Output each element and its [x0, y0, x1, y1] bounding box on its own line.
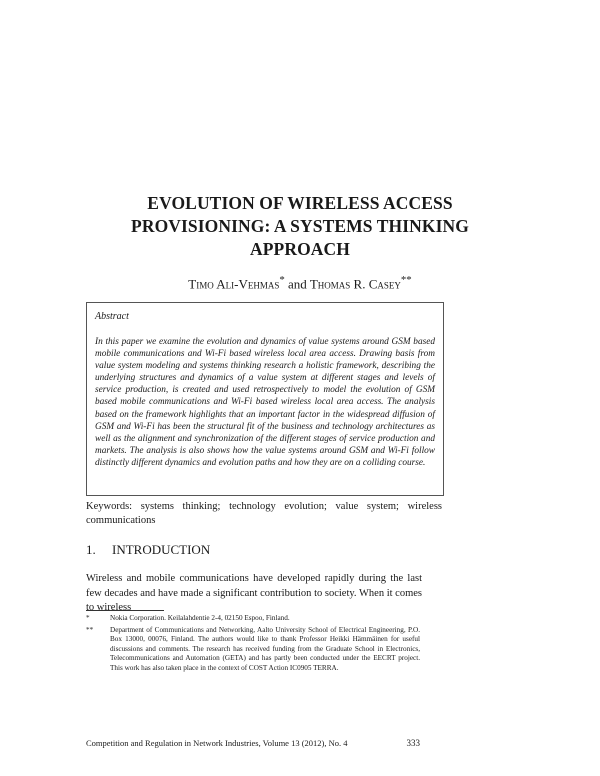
footnote	[86, 614, 420, 624]
footnote	[86, 626, 420, 674]
title-line: EVOLUTION OF WIRELESS ACCESS	[147, 193, 453, 213]
author-line	[60, 274, 540, 292]
paper-title	[60, 192, 540, 261]
title-line: PROVISIONING: A SYSTEMS THINKING	[131, 216, 469, 236]
abstract-text: In this paper we examine the evolution and dynamics of value systems around GSM based mobile communications and Wi-Fi based wireless local area access. Drawing basis from value system modeling and systems thinking research a holistic framework, describing the underlying structures and dynamics of a value system at different stages and levels of service production, is created and used retrospectively to model the evolution of GSM based mobile communications and Wi-Fi based wireless local area access. The analysis based on the framework highlights that an important factor in the widespread diffusion of GSM and Wi-Fi has been the structural fit of the business and technology architectures as well as the alignment and synchronization of the different stages of service production and markets. The analysis is also shows how the value systems around GSM and Wi-Fi follow distinctly different dynamics and evolution paths and how they are on a colliding course.	[95, 337, 435, 468]
abstract-box	[86, 302, 444, 496]
footnote-marker: *	[279, 274, 285, 286]
footnotes	[86, 614, 420, 676]
section-number: 1.	[86, 542, 96, 557]
footnote-text: Nokia Corporation. Keilalahdentie 2-4, 02150 Espoo, Finland.	[110, 614, 290, 622]
footnote-mark: *	[86, 614, 90, 622]
footnote-mark: **	[86, 625, 94, 634]
author-name: Timo Ali-Vehmas	[188, 276, 280, 292]
journal-citation: Competition and Regulation in Network Industries, Volume 13 (2012), No. 4	[86, 738, 348, 748]
abstract-heading: Abstract	[95, 311, 129, 322]
author-name: Thomas R. Casey	[309, 276, 401, 292]
footnote-divider	[86, 610, 164, 611]
footnote-marker: **	[400, 274, 412, 286]
section-heading	[86, 542, 210, 558]
page-number: 333	[406, 738, 420, 748]
title-line: APPROACH	[250, 239, 350, 259]
page-footer	[86, 738, 420, 748]
author-conjunction: and	[288, 276, 307, 292]
section-title: INTRODUCTION	[112, 542, 211, 557]
footnote-text: Department of Communications and Networking, Aalto University School of Electrical Engineering, P.O. Box 13000, 00076, Finland. The authors would like to thank Professor Heikki Hämmäinen for useful discussions and comments. The research has received funding from the Graduate School in Electronics, Telecommunications and Automation (GETA) and has partly been conducted under the EECRT project. This work has also taken place in the context of COST Action IC0905 TERRA.	[110, 625, 420, 672]
body-paragraph: Wireless and mobile communications have developed rapidly during the last few decades and have made a significant contribution to society. When it comes to wireless	[86, 573, 422, 613]
keywords: Keywords: systems thinking; technology evolution; value system; wireless communications	[86, 501, 442, 526]
